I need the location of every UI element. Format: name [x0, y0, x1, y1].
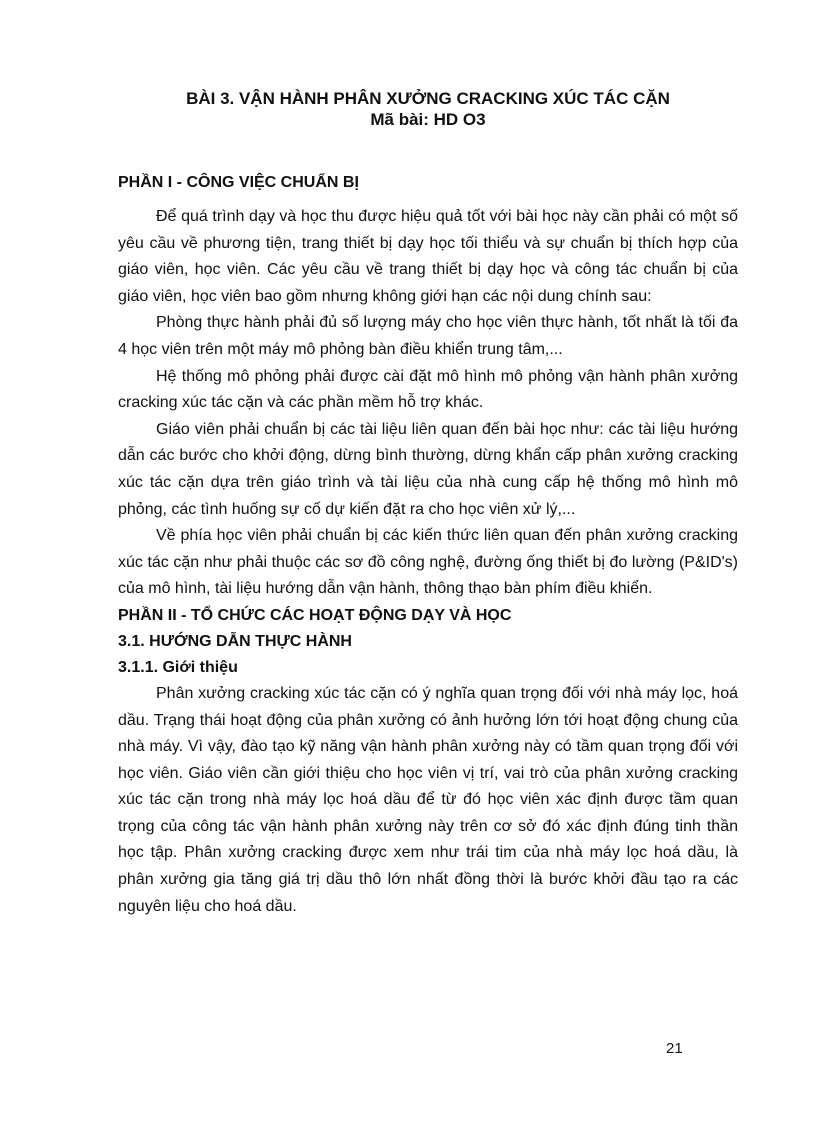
- paragraph: Hệ thống mô phỏng phải được cài đặt mô hình mô phỏng vận hành phân xưởng cracking xúc tác cặn và các phần mềm hỗ trợ khác.: [118, 367, 738, 412]
- subsection-heading: 3.1.1. Giới thiệu: [118, 658, 238, 676]
- lesson-code: Mã bài: HD O3: [370, 110, 486, 129]
- paragraph: Về phía học viên phải chuẩn bị các kiến thức liên quan đến phân xưởng cracking xúc tác cặn như phải thuộc các sơ đồ công nghệ, đường ống thiết bị đo lường (P&ID's) của mô hình, tài liệu hướng dẫn vận hành, thông thạo bàn phím điều khiển.: [118, 527, 738, 598]
- title-block: [118, 88, 738, 130]
- document-page: [118, 88, 738, 920]
- paragraph: Phân xưởng cracking xúc tác cặn có ý nghĩa quan trọng đối với nhà máy lọc, hoá dầu. Trạng thái hoạt động của phân xưởng có ảnh hưởng lớn tới hoạt động chung của nhà máy. Vì vậy, đào tạo kỹ năng vận hành phân xưởng này có tầm quan trọng đối với học viên. Giáo viên cần giới thiệu cho học viên vị trí, vai trò của phân xưởng cracking xúc tác cặn trong nhà máy lọc hoá dầu để từ đó học viên xác định được tầm quan trọng của công tác vận hành phân xưởng này trên cơ sở đó xác định đúng tinh thần học tập. Phân xưởng cracking được xem như trái tim của nhà máy lọc hoá dầu, là phân xưởng gia tăng giá trị dầu thô lớn nhất đồng thời là bước khởi đầu tạo ra các nguyên liệu cho hoá dầu.: [118, 684, 738, 915]
- lesson-title: BÀI 3. VẬN HÀNH PHÂN XƯỞNG CRACKING XÚC TÁC CẶN: [186, 89, 670, 108]
- paragraph: Giáo viên phải chuẩn bị các tài liệu liên quan đến bài học như: các tài liệu hướng dẫn các bước cho khởi động, dừng bình thường, dừng khẩn cấp phân xưởng cracking xúc tác cặn dựa trên giáo trình và tài liệu của nhà cung cấp hệ thống mô hình mô phỏng, các tình huống sự cố dự kiến đặt ra cho học viên xử lý,...: [118, 420, 738, 518]
- part2-heading: PHẦN II - TỔ CHỨC CÁC HOẠT ĐỘNG DẠY VÀ HỌC: [118, 606, 512, 624]
- section-heading: 3.1. HƯỚNG DẪN THỰC HÀNH: [118, 632, 352, 650]
- paragraph: Để quá trình dạy và học thu được hiệu quả tốt với bài học này cần phải có một số yêu cầu về phương tiện, trang thiết bị dạy học tối thiểu và sự chuẩn bị thích hợp của giáo viên, học viên. Các yêu cầu về trang thiết bị dạy học và công tác chuẩn bị của giáo viên, học viên bao gồm nhưng không giới hạn các nội dung chính sau:: [118, 208, 738, 305]
- paragraph: Phòng thực hành phải đủ số lượng máy cho học viên thực hành, tốt nhất là tối đa 4 học viên trên một máy mô phỏng bàn điều khiển trung tâm,...: [118, 314, 738, 358]
- page-number: 21: [666, 1040, 683, 1057]
- part1-heading: PHẦN I - CÔNG VIỆC CHUẨN BỊ: [118, 174, 359, 191]
